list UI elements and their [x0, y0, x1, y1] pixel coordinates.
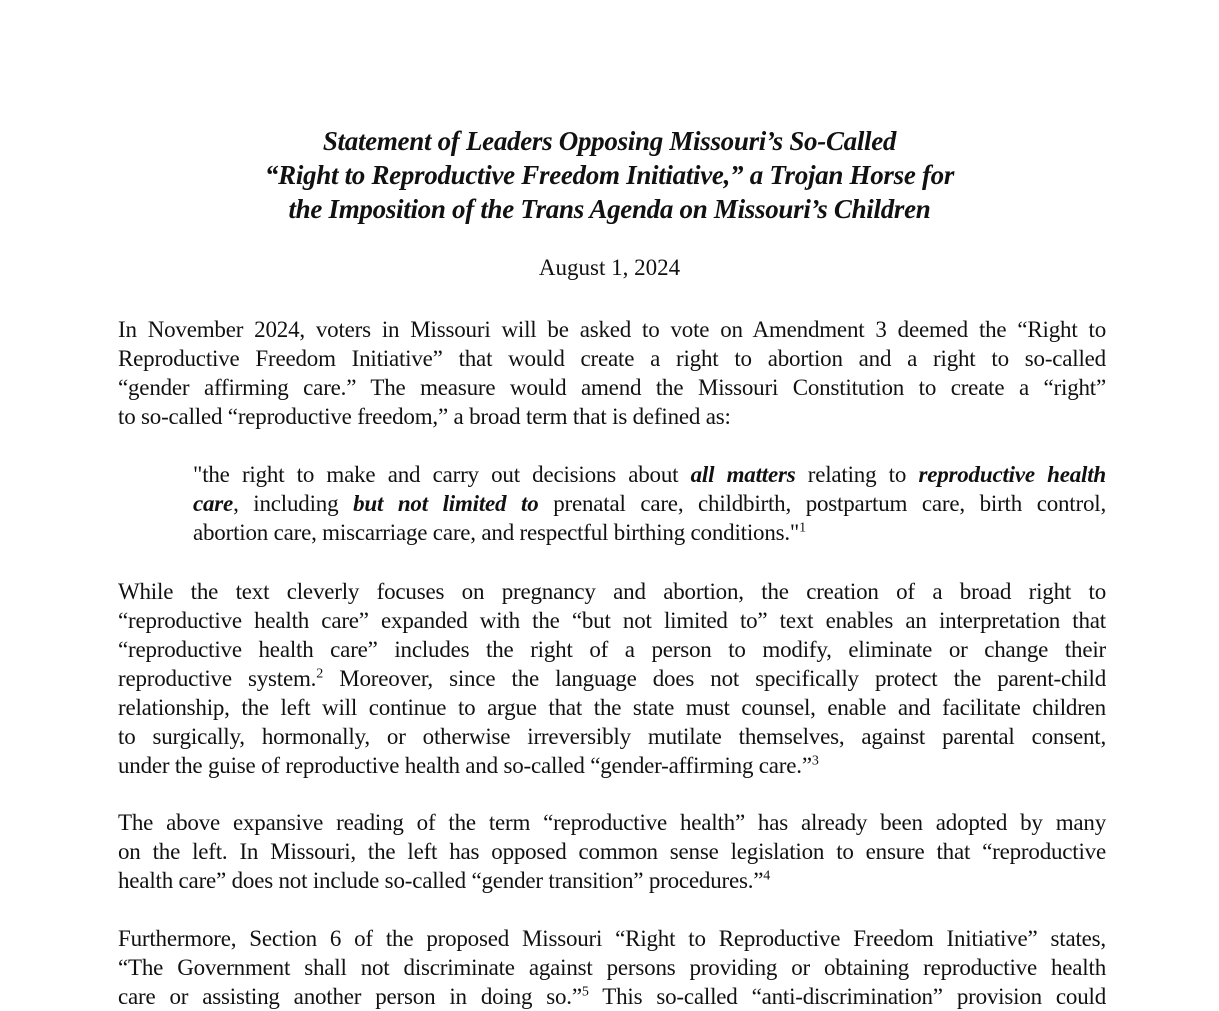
paragraph-1	[118, 315, 1106, 431]
quote-line-1	[193, 460, 1106, 489]
paragraph-4-line	[118, 982, 1106, 1011]
quote-text: prenatal care, childbirth, postpartum care, birth control,	[538, 491, 1106, 516]
quote-emphasis: but not limited to	[353, 491, 539, 516]
paragraph-text: reproductive system.	[118, 666, 317, 691]
quote-emphasis: all matters	[690, 462, 796, 487]
paragraph-text: This so-called “anti-discrimination” provision could	[588, 984, 1107, 1009]
quote-text: "the right to make and carry out decisions about	[193, 462, 691, 487]
paragraph-text: under the guise of reproductive health and so-called “gender-affirming care.”	[118, 753, 812, 778]
title-line-3: the Imposition of the Trans Agenda on Missouri’s Children	[288, 194, 931, 224]
paragraph-2-line: relationship, the left will continue to argue that the state must counsel, enable and facilitate children	[118, 695, 1106, 720]
title-line-2: “Right to Reproductive Freedom Initiative,” a Trojan Horse for	[264, 160, 955, 190]
paragraph-text: health care” does not include so-called “gender transition” procedures.”	[118, 868, 764, 893]
footnote-ref-5[interactable]: 5	[581, 984, 589, 1000]
quote-emphasis: care	[193, 491, 234, 516]
paragraph-3	[118, 808, 1106, 895]
quote-line-3	[193, 518, 1106, 547]
title-line-1: Statement of Leaders Opposing Missouri’s So-Called	[322, 126, 897, 156]
paragraph-4-line: Furthermore, Section 6 of the proposed Missouri “Right to Reproductive Freedom Initiative” states,	[118, 926, 1106, 951]
quote-text: abortion care, miscarriage care, and respectful birthing conditions."	[193, 520, 800, 545]
footnote-ref-1[interactable]: 1	[799, 520, 806, 536]
paragraph-2	[118, 577, 1106, 780]
paragraph-3-line: The above expansive reading of the term “reproductive health” has already been adopted by many	[118, 810, 1106, 835]
paragraph-1-line: to so-called “reproductive freedom,” a broad term that is defined as:	[118, 404, 731, 429]
paragraph-2-line	[118, 664, 1106, 693]
paragraph-1-line: In November 2024, voters in Missouri will be asked to vote on Amendment 3 deemed the “Right to	[118, 317, 1106, 342]
footnote-ref-2[interactable]: 2	[316, 666, 324, 682]
paragraph-2-line: While the text cleverly focuses on pregnancy and abortion, the creation of a broad right to	[118, 579, 1106, 604]
quote-line-2	[193, 489, 1106, 518]
paragraph-2-line: “reproductive health care” expanded with the “but not limited to” text enables an interpretation that	[118, 608, 1106, 633]
document-title	[0, 124, 1219, 226]
document-date: August 1, 2024	[538, 255, 681, 280]
paragraph-2-line	[118, 751, 1106, 780]
paragraph-3-line	[118, 866, 1106, 895]
footnote-ref-3[interactable]: 3	[811, 753, 819, 769]
paragraph-1-line: Reproductive Freedom Initiative” that would create a right to abortion and a right to so-called	[118, 346, 1106, 371]
paragraph-2-line: “reproductive health care” includes the right of a person to modify, eliminate or change their	[118, 637, 1106, 662]
paragraph-2-line: to surgically, hormonally, or otherwise irreversibly mutilate themselves, against parental consent,	[118, 724, 1106, 749]
quote-text: , including	[233, 491, 354, 516]
quote-text: relating to	[795, 462, 919, 487]
quote-emphasis: reproductive health	[918, 462, 1106, 487]
paragraph-4-line: “The Government shall not discriminate against persons providing or obtaining reproductive health	[118, 955, 1106, 980]
paragraph-1-line: “gender affirming care.” The measure would amend the Missouri Constitution to create a “right”	[118, 375, 1106, 400]
paragraph-text: care or assisting another person in doing so.”	[118, 984, 582, 1009]
paragraph-4	[118, 924, 1106, 1011]
block-quote	[193, 460, 1106, 547]
footnote-ref-4[interactable]: 4	[763, 868, 771, 884]
paragraph-3-line: on the left. In Missouri, the left has opposed common sense legislation to ensure that “reproductive	[118, 839, 1106, 864]
paragraph-text: Moreover, since the language does not specifically protect the parent-child	[323, 666, 1106, 691]
